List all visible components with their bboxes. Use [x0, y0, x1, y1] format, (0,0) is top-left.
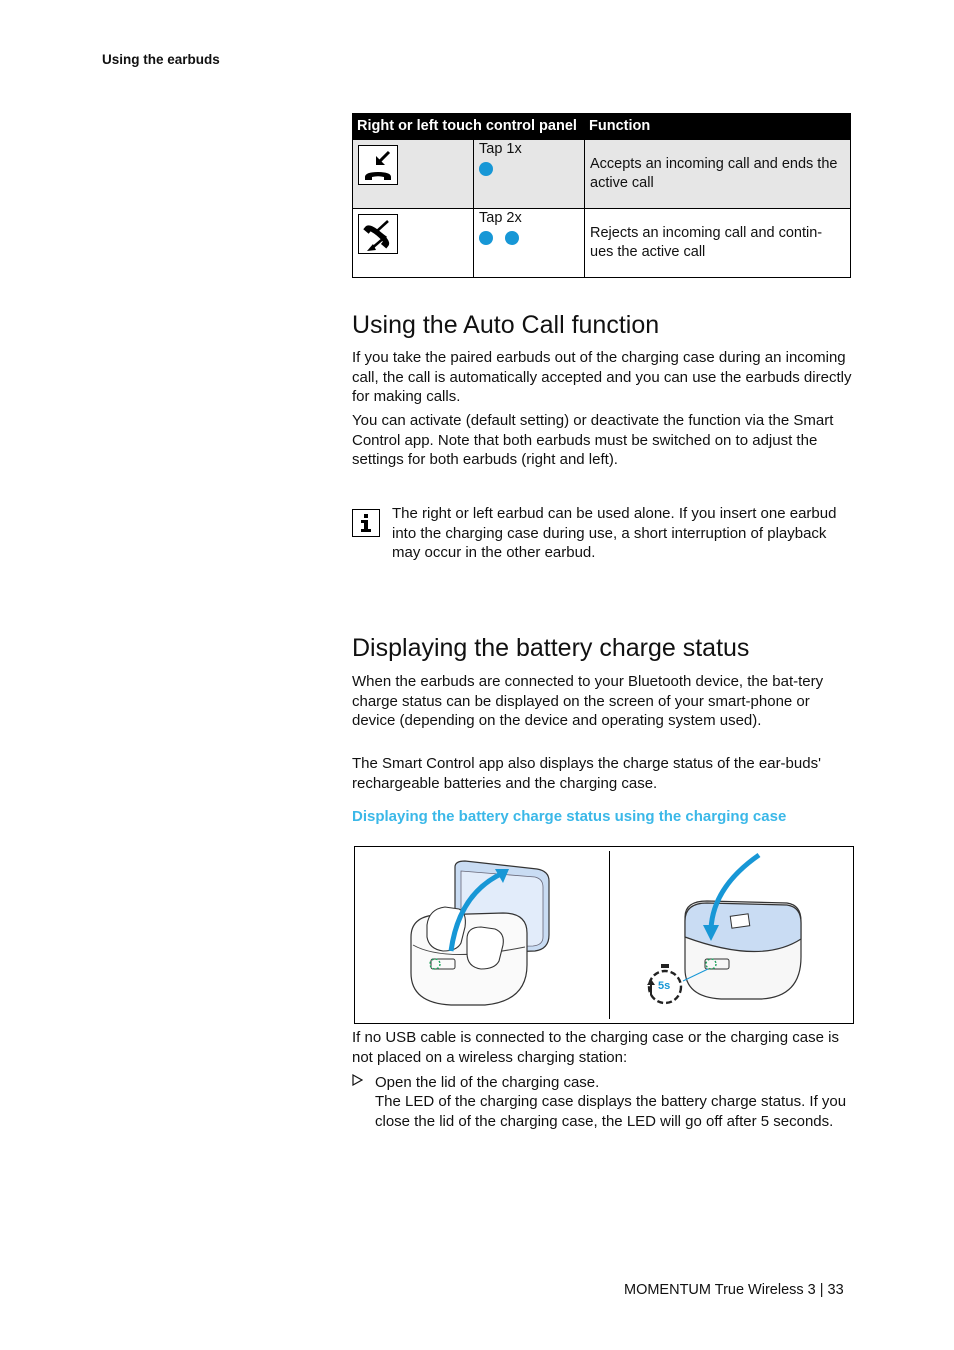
accept-call-icon	[358, 145, 398, 185]
tap-label: Tap 1x	[479, 141, 522, 157]
figure-divider	[609, 851, 610, 1019]
closed-case-illustration	[611, 847, 853, 1023]
step-instruction: Open the lid of the charging case.	[375, 1074, 600, 1091]
touch-control-table	[352, 113, 851, 278]
info-icon	[352, 509, 380, 537]
battery-heading: Displaying the battery charge status	[352, 634, 750, 662]
battery-subheading: Displaying the battery charge status using the charging case	[352, 808, 787, 825]
table-row	[353, 209, 851, 278]
auto-call-heading: Using the Auto Call function	[352, 311, 660, 339]
reject-call-icon	[358, 214, 398, 254]
auto-call-paragraph-2: You can activate (default setting) or deactivate the function via the Smart Control app. Note that both earbuds must be switched on to adjust the settings for both earbuds (right and left).	[352, 412, 834, 468]
tap-indicator	[479, 231, 579, 245]
battery-paragraph-2: The Smart Control app also displays the charge status of the ear-buds' rechargeable batteries and the charging case.	[352, 755, 821, 792]
tap-dot-icon	[505, 231, 519, 245]
charging-case-figure	[354, 846, 854, 1024]
table-header-control: Right or left touch control panel	[353, 114, 585, 140]
tap-label: Tap 2x	[479, 210, 522, 226]
function-text: Rejects an incoming call and contin-ues the active call	[585, 209, 851, 278]
info-note-text: The right or left earbud can be used alone. If you insert one earbud into the charging case during use, a short interruption of playback may occur in the other earbud.	[392, 505, 837, 561]
tap-indicator	[479, 162, 579, 176]
page-footer: MOMENTUM True Wireless 3 | 33	[624, 1282, 844, 1298]
tap-dot-icon	[479, 231, 493, 245]
function-text: Accepts an incoming call and ends the active call	[585, 140, 851, 209]
running-header: Using the earbuds	[102, 52, 220, 67]
open-case-illustration	[355, 847, 609, 1023]
table-header-function: Function	[585, 114, 851, 140]
tap-dot-icon	[479, 162, 493, 176]
timer-label: 5s	[658, 980, 671, 992]
auto-call-paragraph-1: If you take the paired earbuds out of the charging case during an incoming call, the call is automatically accepted and you can use the earbuds directly for making calls.	[352, 349, 852, 405]
battery-paragraph-1: When the earbuds are connected to your Bluetooth device, the bat-tery charge status can be displayed on the screen of your smart-phone or device (depending on the device and operating system used).	[352, 673, 824, 729]
battery-paragraph-3: If no USB cable is connected to the charging case or the charging case is not placed on a wireless charging station:	[352, 1029, 839, 1066]
table-row	[353, 140, 851, 209]
step-result: The LED of the charging case displays the battery charge status. If you close the lid of the charging case, the LED will go off after 5 seconds.	[375, 1093, 847, 1130]
step-bullet-icon	[352, 1073, 363, 1089]
